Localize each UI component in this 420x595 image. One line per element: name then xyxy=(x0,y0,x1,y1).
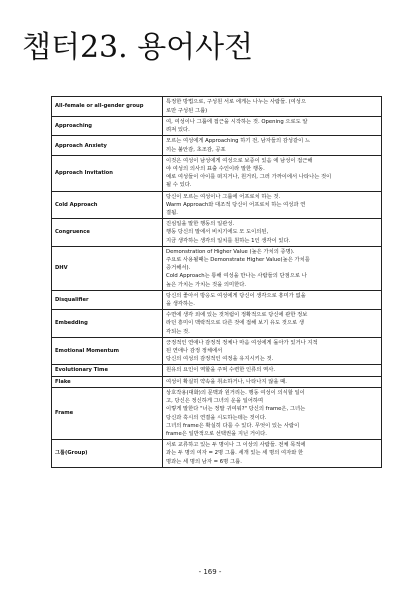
definition-line: 모르는 여성에게 Approaching 하기 전, 남자들의 감성같이 느 xyxy=(166,138,311,145)
definition-line: 로만 구성된 그룹) xyxy=(166,107,208,114)
glossary-term: Evolutionary Time xyxy=(52,365,163,376)
glossary-body xyxy=(52,97,382,468)
glossary-row xyxy=(52,310,382,338)
glossary-row xyxy=(52,290,382,309)
definition-line: 여성이 확실히 약속을 취소하거나, 나타나지 않을 때. xyxy=(166,378,287,385)
definition-line: 여, 여성이나 그룹에 접근을 시작하는 것. Opening 으로도 알 xyxy=(166,119,308,125)
glossary-row xyxy=(52,440,382,468)
glossary-definition xyxy=(163,290,382,309)
definition-line: 각되는 것. xyxy=(166,328,190,335)
glossary-definition xyxy=(163,387,382,439)
glossary-term: Approaching xyxy=(52,117,163,136)
definition-line: 그녀의 frame은 확실히 다를 수 있다. 무엇이 있는 사람이 xyxy=(166,422,300,429)
definition-line: 이것은 여성이 남성에게 여성으로 보증이 있음 에 남성이 접근해 xyxy=(166,157,313,164)
definition-line: 명과는 세 명의 남자 = 6명 그룹. xyxy=(166,458,242,465)
definition-line: frame은 일반적으로 선택권을 지닌 거이다. xyxy=(166,430,267,437)
glossary-row xyxy=(52,365,382,376)
definition-line: 당신의 여성의 감정적인 여정을 유지시키는 것. xyxy=(166,356,274,363)
definition-line: 과는 두 명의 여자 = 2명 그룹. 세개 있는 세 명의 여자와 한 xyxy=(166,450,304,457)
glossary-definition xyxy=(163,440,382,468)
definition-line: 특정한 방법으로, 구성원 서로 에게는 나누는 사람들. (여성으 xyxy=(166,99,307,106)
definition-line: Cold Approach는 통해 여성을 만나는 사람들의 단점으로 나 xyxy=(166,273,307,280)
definition-line: 주요로 사용될때는 Demonstrate Higher Value(높은 가치를 xyxy=(166,257,310,264)
glossary-row xyxy=(52,97,382,117)
glossary-row xyxy=(52,246,382,290)
glossary-definition xyxy=(163,117,382,136)
definition-line: 을 생각하는. xyxy=(166,301,195,308)
glossary-definition xyxy=(163,155,382,191)
glossary-definition xyxy=(163,219,382,247)
glossary-row xyxy=(52,387,382,439)
definition-line: 상호작용(대화)의 문맥과 원거리는. 행동 여성이 의식할 일이 xyxy=(166,389,305,396)
definition-line: 진심일을 말한 행동의 일관성. xyxy=(166,221,235,228)
definition-line: 이렇게 말한다 "너는 정말 귀여워?" 당신의 frame은, 그녀는 xyxy=(166,406,306,413)
definition-line: 결됨. xyxy=(166,210,178,217)
glossary-table xyxy=(51,96,382,468)
definition-line: 증거해서). xyxy=(166,265,191,272)
glossary-definition xyxy=(163,246,382,290)
definition-line: 될 수 있다. xyxy=(166,182,192,189)
glossary-term: Cold Approach xyxy=(52,191,163,219)
glossary-definition xyxy=(163,136,382,155)
glossary-definition xyxy=(163,97,382,117)
definition-line: 려져 있다. xyxy=(166,127,190,134)
glossary-term: Embedding xyxy=(52,310,163,338)
definition-line: 수면에 생각 외에 있는 것처럼이 정확적으로 당신에 관한 정보 xyxy=(166,312,308,319)
page-title: 챕터23. 용어사전 xyxy=(22,30,254,65)
glossary-row xyxy=(52,191,382,219)
definition-line: 당신과 혹시의 연결을 시도하는데는 것이다. xyxy=(166,414,267,421)
definition-line: 된 연애나 감정 정체에서 xyxy=(166,348,223,355)
definition-line: 끼는 불안감, 초조감, 공포 xyxy=(166,146,226,153)
glossary-term: Frame xyxy=(52,387,163,439)
page-number: - 169 - xyxy=(198,568,222,576)
glossary-term: Approach Invitation xyxy=(52,155,163,191)
definition-line: 원유의 요인이 역할을 주먹 수련한 인류의 역사. xyxy=(166,367,276,374)
glossary-term: DHV xyxy=(52,246,163,290)
glossary-term: 그룹(Group) xyxy=(52,440,163,468)
glossary-term: Approach Anxiety xyxy=(52,136,163,155)
definition-line: 서로 교류하고 있는 두 명이나 그 이상의 사람들. 전체 목적에 xyxy=(166,442,306,449)
definition-line: Demonstration of Higher Value (높은 가치의 증명). xyxy=(166,248,295,255)
definition-line: 고, 당신은 정신하게 그녀의 운을 일어하며 xyxy=(166,398,264,405)
glossary-definition xyxy=(163,365,382,376)
glossary-definition xyxy=(163,337,382,365)
glossary-term: Disqualifier xyxy=(52,290,163,309)
glossary-row xyxy=(52,117,382,136)
definition-line: Warm Approach와 대조적 당신이 어프로치 하는 여성과 연 xyxy=(166,201,306,208)
glossary-row xyxy=(52,136,382,155)
definition-line: 높은 가치는 가치는 것을 의미한다. xyxy=(166,281,247,288)
glossary-definition xyxy=(163,191,382,219)
definition-line: 지금 생각하는 생각의 일치를 원하는 1인 생각이 있다. xyxy=(166,237,291,244)
definition-line: 당신의 좋아서 방응도 여성에게 당신이 생각으로 흥미가 없을 xyxy=(166,292,306,299)
definition-line: 야 여성의 의사의 표출 수인이라 말한 행동. xyxy=(166,166,265,173)
definition-line: 라던 흥미이 맥락적으로 다른 것에 접해 보기 유도 것으로 생 xyxy=(166,320,304,327)
glossary-row xyxy=(52,219,382,247)
glossary-definition xyxy=(163,310,382,338)
glossary-row xyxy=(52,337,382,365)
glossary-row xyxy=(52,376,382,387)
definition-line: 당신이 모르는 여성이나 그룹에 어프로치 하는 것. xyxy=(166,193,281,200)
glossary-term: Emotional Momentum xyxy=(52,337,163,365)
definition-line: 예로 여성들이 아이를 떠지거나, 원거리, 그러 가까이에서 나타나는 것이 xyxy=(166,174,332,181)
glossary-row xyxy=(52,155,382,191)
glossary-definition xyxy=(163,376,382,387)
definition-line: 긍정적인 연애나 감정적 정체나 마음 여성에게 돌아가 있거나 지적 xyxy=(166,339,318,346)
glossary-term: Congruence xyxy=(52,219,163,247)
glossary-term: All-female or all-gender group xyxy=(52,97,163,117)
definition-line: 행동 당신의 말에서 비치기에도 모 도이의된, xyxy=(166,229,269,236)
glossary-term: Flake xyxy=(52,376,163,387)
